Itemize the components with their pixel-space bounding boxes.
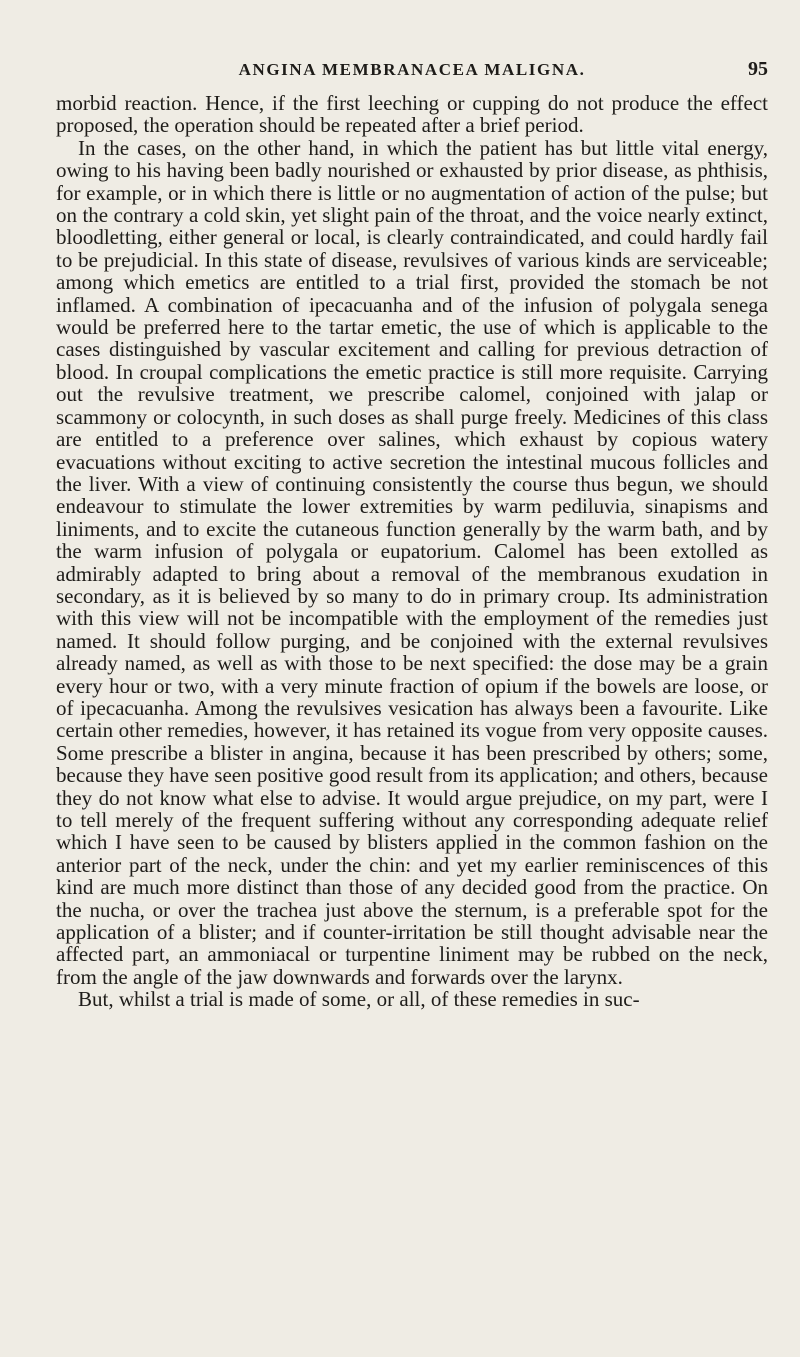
paragraph-treatment: In the cases, on the other hand, in which the patient has but little vital energy, owing to his having been badly nourished or exhausted by prior disease, as phthisis, for example, or in which there is little or no augmentation of action of the pulse; but on the contrary a cold skin, yet slight pain of the throat, and the voice nearly extinct, bloodletting, either general or local, is clearly contraindicated, and could hardly fail to be prejudicial. In this state of disease, revulsives of various kinds are serviceable; among which emetics are entitled to a trial first, provided the stomach be not inflamed. A combination of ipecacuanha and of the infusion of polygala senega would be preferred here to the tartar emetic, the use of which is applicable to the cases distinguished by vascular excitement and calling for previous detraction of blood. In croupal complications the emetic practice is still more requisite. Carrying out the revulsive treatment, we prescribe calomel, conjoined with jalap or scammony or colocynth, in such doses as shall purge freely. Medicines of this class are entitled to a preference over salines, which exhaust by copious watery evacuations without exciting to active secretion the intestinal mucous follicles and the liver. With a view of continuing consistently the course thus begun, we should endeavour to stimulate the lower extremities by warm pediluvia, sinapisms and liniments, and to excite the cutaneous function generally by the warm bath, and by the warm infusion of polygala or eupatorium. Calomel has been extolled as admirably adapted to bring about a removal of the membranous exudation in secondary, as it is believed by so many to do in primary croup. Its administration with this view will not be incompatible with the employment of the remedies just named. It should follow purging, and be conjoined with the external revulsives already named, as well as with those to be next specified: the dose may be a grain every hour or two, with a very minute fraction of opium if the bowels are loose, or of ipecacuanha. Among the revulsives vesication has always been a favourite. Like certain other remedies, however, it has retained its vogue from very opposite causes. Some prescribe a blister in angina, because it has been prescribed by others; some, because they have seen positive good result from its application; and others, because they do not know what else to advise. It would argue prejudice, on my part, were I to tell merely of the frequent suffering without any corresponding adequate relief which I have seen to be caused by blisters applied in the common fashion on the anterior part of the neck, under the chin: and yet my earlier reminiscences of this kind are much more distinct than those of any decided good from the practice. On the nucha, or over the trachea just above the sternum, is a preferable spot for the application of a blister; and if counter-irritation be still thought advisable near the affected part, an ammoniacal or turpentine liniment may be rubbed on the neck, from the angle of the jaw downwards and forwards over the larynx. xyxy=(56,135,768,989)
body-text xyxy=(56,92,768,1011)
paragraph-continued: morbid reaction. Hence, if the first leeching or cupping do not produce the effect proposed, the operation should be repeated after a brief period. xyxy=(56,91,768,138)
paragraph-final: But, whilst a trial is made of some, or all, of these remedies in suc- xyxy=(78,987,640,1012)
running-title: ANGINA MEMBRANACEA MALIGNA. xyxy=(238,60,586,79)
page-number: 95 xyxy=(748,58,768,80)
running-head xyxy=(56,58,768,86)
